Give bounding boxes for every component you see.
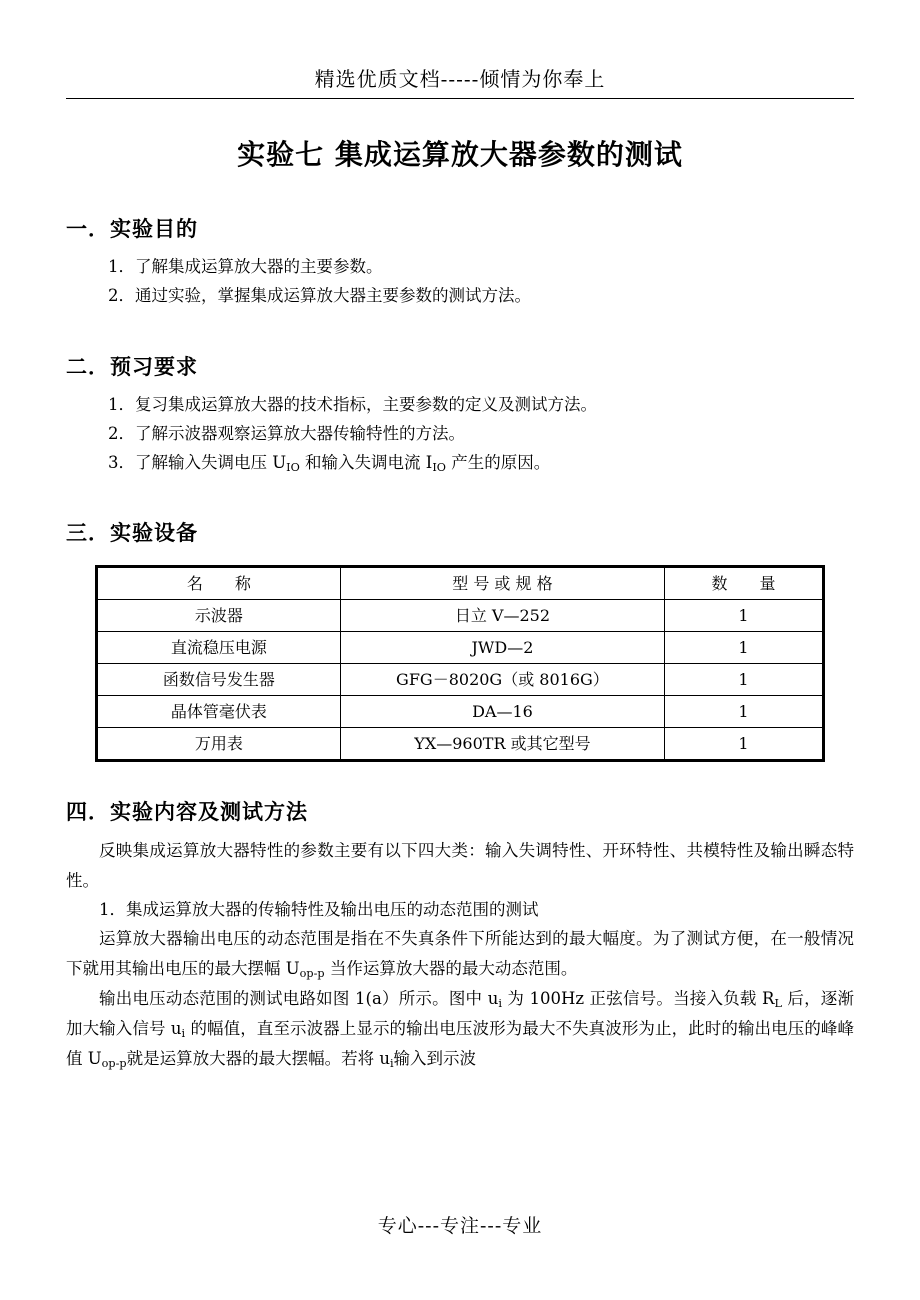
paragraph-text: 运算放大器输出电压的动态范围是指在不失真条件下所能达到的最大幅度。为了测试方便，在一般情况下就用其输出电压的最大摆幅 U xyxy=(66,929,854,978)
paragraph-overview: 反映集成运算放大器特性的参数主要有以下四大类：输入失调特性、开环特性、共模特性及输出瞬态特性。 xyxy=(66,841,854,890)
table-header-cell-name: 名 称 xyxy=(97,567,341,600)
table-cell-model: 日立 V—252 xyxy=(340,600,664,632)
table-row xyxy=(97,632,824,664)
table-header-cell-qty: 数 量 xyxy=(665,567,824,600)
table-cell-qty: 1 xyxy=(665,600,824,632)
table-header-row xyxy=(97,567,824,600)
table-cell-qty: 1 xyxy=(665,664,824,696)
table-cell-qty: 1 xyxy=(665,728,824,761)
table-cell-model: YX—960TR 或其它型号 xyxy=(340,728,664,761)
page-header-banner: 精选优质文档-----倾情为你奉上 xyxy=(314,67,606,91)
list-item-text: 产生的原因。 xyxy=(445,452,551,472)
list-item: 2．了解示波器观察运算放大器传输特性的方法。 xyxy=(108,423,465,443)
paragraph-text: 输入到示波 xyxy=(393,1049,477,1069)
paragraph-text: 的幅值，直至示波器上显示的输出电压波形为最大不失真波形为止，此时的输出电压的峰峰值 U xyxy=(66,1019,854,1069)
table-cell-name: 直流稳压电源 xyxy=(97,632,341,664)
subscript-rl: L xyxy=(774,997,782,1011)
table-row xyxy=(97,664,824,696)
table-row xyxy=(97,696,824,728)
paragraph-text: 为 100Hz 正弦信号。当接入负载 R xyxy=(501,988,775,1008)
section-heading-prestudy: 二．预习要求 xyxy=(66,353,198,379)
table-row xyxy=(97,728,824,761)
table-header-cell-model: 型 号 或 规 格 xyxy=(340,567,664,600)
paragraph-dynamic-range xyxy=(66,924,854,983)
list-item xyxy=(108,449,854,478)
table-cell-model: GFG－8020G（或 8016G） xyxy=(340,664,664,696)
section-heading-objectives: 一．实验目的 xyxy=(66,216,198,241)
list-item: 1．了解集成运算放大器的主要参数。 xyxy=(108,257,383,276)
list-item: 1．复习集成运算放大器的技术指标，主要参数的定义及测试方法。 xyxy=(108,394,597,414)
table-cell-name: 示波器 xyxy=(97,600,341,632)
subscript-ui-2: i xyxy=(181,1027,186,1041)
equipment-table xyxy=(95,565,825,762)
subscript-io-voltage: IO xyxy=(286,460,300,474)
section-heading-content: 四．实验内容及测试方法 xyxy=(66,799,308,825)
subscript-opp-2: op-p xyxy=(101,1057,127,1071)
table-cell-name: 晶体管毫伏表 xyxy=(97,696,341,728)
section-heading-equipment: 三．实验设备 xyxy=(66,520,198,546)
subscript-io-current: IO xyxy=(432,460,446,474)
page-title: 实验七 集成运算放大器参数的测试 xyxy=(237,138,683,171)
subscript-ui-3: i xyxy=(389,1057,394,1071)
subscript-ui-1: i xyxy=(498,997,502,1011)
list-item-text: 和输入失调电流 I xyxy=(299,452,433,472)
header-divider xyxy=(66,98,854,99)
table-cell-name: 万用表 xyxy=(97,728,341,761)
table-cell-qty: 1 xyxy=(665,632,824,664)
paragraph-text: 输出电压动态范围的测试电路如图 1(a）所示。图中 u xyxy=(99,988,499,1008)
table-cell-qty: 1 xyxy=(665,696,824,728)
list-item-text: 3．了解输入失调电压 U xyxy=(108,452,287,472)
paragraph-text: 就是运算放大器的最大摆幅。若将 u xyxy=(126,1049,390,1069)
paragraph-subsection-1: 1．集成运算放大器的传输特性及输出电压的动态范围的测试 xyxy=(99,900,539,920)
table-cell-name: 函数信号发生器 xyxy=(97,664,341,696)
page-footer: 专心---专注---专业 xyxy=(377,1215,543,1237)
paragraph-text: 当作运算放大器的最大动态范围。 xyxy=(324,958,578,978)
list-item: 2．通过实验，掌握集成运算放大器主要参数的测试方法。 xyxy=(108,285,531,305)
table-row xyxy=(97,600,824,632)
table-cell-model: JWD—2 xyxy=(340,632,664,664)
subscript-opp-1: op-p xyxy=(299,966,325,980)
paragraph-test-circuit xyxy=(66,984,854,1074)
paragraph-text: 后，逐渐加大输入信号 u xyxy=(66,988,855,1039)
table-cell-model: DA—16 xyxy=(340,696,664,728)
